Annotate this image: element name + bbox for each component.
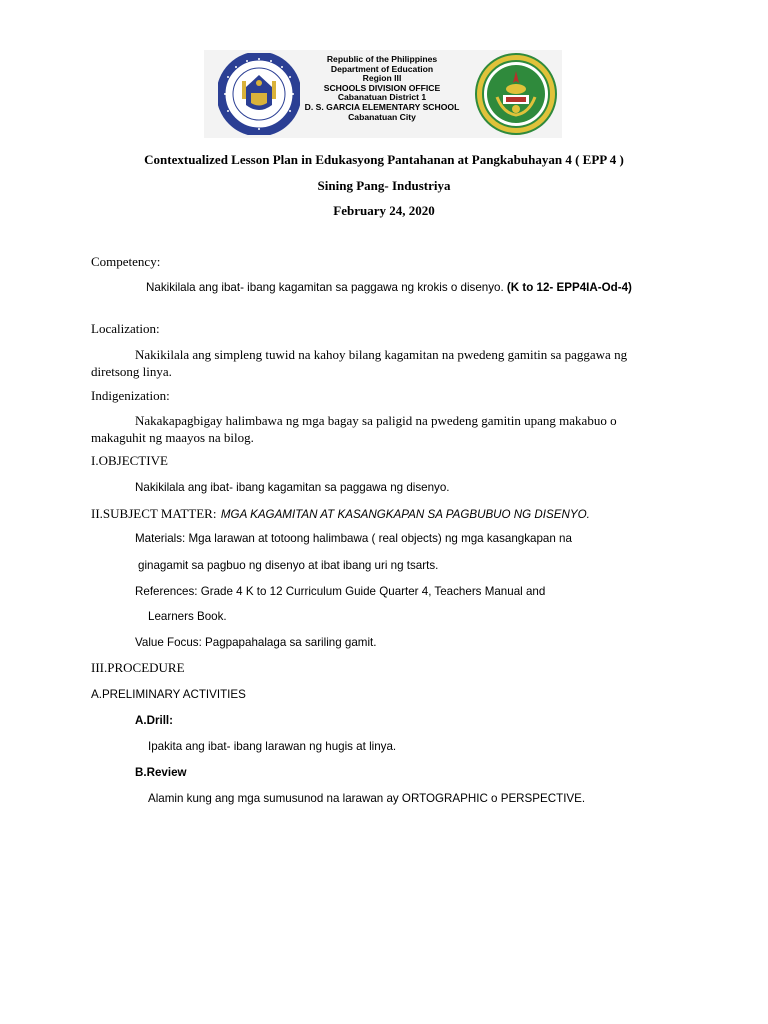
letterhead-line: Cabanatuan District 1 [337,92,427,103]
competency-text [91,279,691,296]
subject-matter-topic: MGA KAGAMITAN AT KASANGKAPAN SA PAGBUBUO NG DISENYO. [220,508,590,521]
indigenization-label: Indigenization: [91,388,170,403]
letterhead [204,50,562,138]
localization-label: Localization: [91,321,160,336]
letterhead-line: D. S. GARCIA ELEMENTARY SCHOOL [304,101,460,112]
localization-text: Nakikilala ang simpleng tuwid na kahoy bilang kagamitan na pwedeng gamitin sa paggawa ng diretsong linya. [91,347,628,379]
letterhead-text [282,55,482,122]
letterhead-line: SCHOOLS DIVISION OFFICE [323,82,441,93]
letterhead-line: Region III [362,73,402,84]
lesson-date: February 24, 2020 [333,203,435,218]
lesson-plan-title: Contextualized Lesson Plan in Edukasyong Pantahanan at Pangkabuhayan 4 ( EPP 4 ) [144,152,624,167]
procedure-heading: III.PROCEDURE [91,660,185,675]
subject-matter-heading: II.SUBJECT MATTER: [91,506,217,521]
competency-statement: Nakikilala ang ibat- ibang kagamitan sa paggawa ng krokis o disenyo. [146,281,504,294]
letterhead-line: Department of Education [330,63,434,74]
drill-label: A.Drill: [135,714,174,727]
review-text: Alamin kung ang mga sumusunod na larawan ay ORTOGRAPHIC o PERSPECTIVE. [148,792,586,805]
objective-heading: I.OBJECTIVE [91,453,168,468]
indigenization-text: Nakakapagbigay halimbawa ng mga bagay sa paligid na pwedeng gamitin upang makabuo o makaguhit ng maayos na bilog. [91,413,617,445]
subject-matter-line [91,505,590,523]
objective-text: Nakikilala ang ibat- ibang kagamitan sa paggawa ng disenyo. [135,481,450,494]
review-label: B.Review [135,766,187,779]
references-line-1: References: Grade 4 K to 12 Curriculum Guide Quarter 4, Teachers Manual and [135,585,546,598]
letterhead-line: Cabanatuan City [348,111,416,122]
lesson-subtitle: Sining Pang- Industriya [317,178,451,193]
materials-line-2: ginagamit sa pagbuo ng disenyo at ibat ibang uri ng tsarts. [138,559,439,572]
competency-label: Competency: [91,254,161,269]
drill-text: Ipakita ang ibat- ibang larawan ng hugis at linya. [148,740,397,753]
preliminary-activities-heading: A.PRELIMINARY ACTIVITIES [91,688,246,701]
references-line-2: Learners Book. [148,610,227,623]
value-focus: Value Focus: Pagpapahalaga sa sariling gamit. [135,636,377,649]
competency-code: (K to 12- EPP4IA-Od-4) [506,281,632,294]
school-seal-logo [475,53,557,135]
letterhead-line: Republic of the Philippines [326,54,438,64]
materials-line-1: Materials: Mga larawan at totoong halimbawa ( real objects) ng mga kasangkapan na [135,532,572,545]
